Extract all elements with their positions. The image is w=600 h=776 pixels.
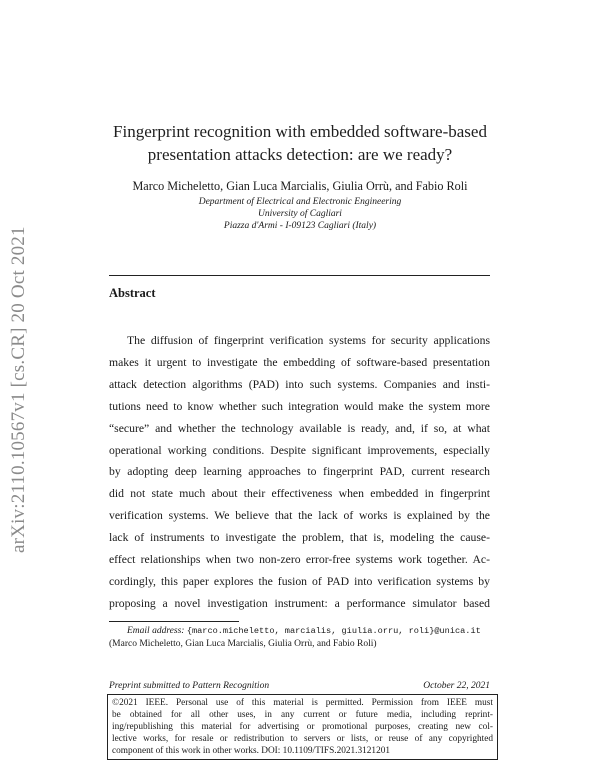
abstract-line: effect relationships when two non-zero error-free systems work together. Ac- xyxy=(109,553,490,567)
journal-note: Preprint submitted to Pattern Recognition xyxy=(109,681,270,691)
footnote-label: Email address: xyxy=(127,626,185,636)
email-footnote xyxy=(109,625,499,651)
abstract-line: The diffusion of fingerprint verification systems for security applications xyxy=(127,334,490,347)
arxiv-identifier: arXiv:2110.10567v1 [cs.CR] 20 Oct 2021 xyxy=(8,226,29,554)
copyright-line: ing/republishing this material for advertising or promotional purposes, creating new col- xyxy=(112,722,493,732)
footnote-divider xyxy=(109,621,239,622)
footnote-names: (Marco Micheletto, Gian Luca Marcialis, Giulia Orrù, and Fabio Roli) xyxy=(109,639,377,649)
affiliation-line: Department of Electrical and Electronic Engineering xyxy=(198,197,402,207)
author-list: Marco Micheletto, Gian Luca Marcialis, Giulia Orrù, and Fabio Roli xyxy=(132,179,468,193)
abstract-text xyxy=(109,330,490,615)
abstract-line: “secure” and whether the technology available is ready, and, if so, at what xyxy=(109,421,490,435)
copyright-line: component of this work in other works. DOI: 10.1109/TIFS.2021.3121201 xyxy=(112,746,391,756)
abstract-line: proposing a novel investigation instrument: a performance simulator based xyxy=(109,596,490,610)
affiliation xyxy=(100,196,500,232)
copyright-line: be obtained for all other uses, in any current or future media, including reprint- xyxy=(112,710,493,720)
abstract-heading: Abstract xyxy=(109,286,156,300)
abstract-line: operational working conditions. Despite significant improvements, especially xyxy=(109,443,490,457)
copyright-line: ©2021 IEEE. Personal use of this material is permitted. Permission from IEEE must xyxy=(112,698,493,708)
abstract-line: tutions need to know whether such integration would make the system more xyxy=(109,399,490,413)
preprint-date: October 22, 2021 xyxy=(423,681,490,691)
paper-title xyxy=(100,120,500,166)
footnote-email-line xyxy=(109,625,499,638)
header-divider xyxy=(109,275,490,276)
abstract-line: cordingly, this paper explores the fusion of PAD into verification systems by xyxy=(109,574,490,588)
title-line: presentation attacks detection: are we ready? xyxy=(147,145,453,164)
copyright-notice xyxy=(107,694,498,760)
abstract-line: by adopting deep learning approaches to fingerprint PAD, current research xyxy=(109,465,490,479)
abstract-line: verification systems. We believe that the lack of works is explained by the xyxy=(109,509,490,523)
email-addresses[interactable]: {marco.micheletto, marcialis, giulia.orru, roli}@unica.it xyxy=(186,626,481,636)
affiliation-line: Piazza d'Armi - I-09123 Cagliari (Italy) xyxy=(223,221,377,231)
affiliation-line: University of Cagliari xyxy=(258,209,342,219)
abstract-line: did not state much about their effectiveness when embedded in fingerprint xyxy=(109,487,490,501)
copyright-line: lective works, for resale or redistribution to servers or lists, or reuse of any copyrighted xyxy=(112,734,493,744)
preprint-footer xyxy=(109,681,490,691)
abstract-line: lack of instruments to investigate the problem, that is, modeling the cause- xyxy=(109,531,490,545)
abstract-line: makes it urgent to investigate the embedding of software-based presentation xyxy=(109,355,490,369)
title-line: Fingerprint recognition with embedded software-based xyxy=(113,122,487,141)
abstract-line: attack detection algorithms (PAD) into such systems. Companies and insti- xyxy=(109,377,490,391)
